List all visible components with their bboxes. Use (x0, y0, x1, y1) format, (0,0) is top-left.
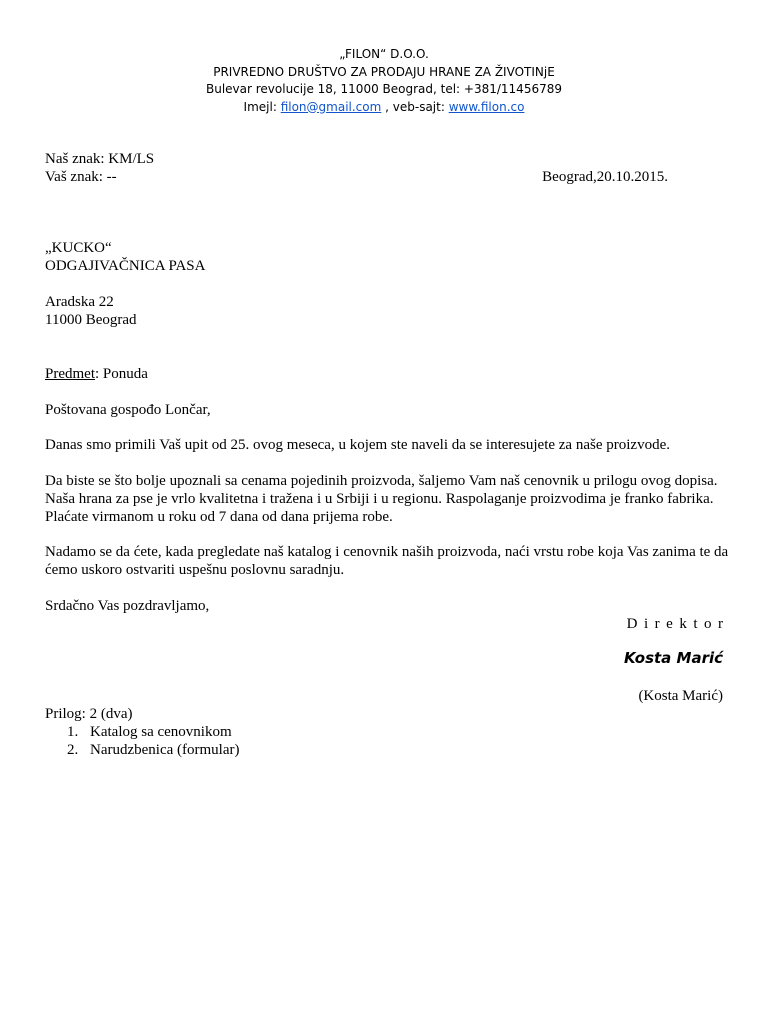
body-paragraph-2: Da biste se što bolje upoznali sa cenama pojedinih proizvoda, šaljemo Vam naš cenovnik u prilogu ovog dopisa. Naša hrana za pse je vrlo kvalitetna i tražena i u Srbiji i u regionu. Raspolaganje proizvodima je franko fabrika. Plaćate virmanom u roku od 7 dana od dana prijema robe. (45, 473, 718, 525)
recipient-city: 11000 Beograd (45, 312, 137, 328)
body-paragraph-3: Nadamo se da ćete, kada pregledate naš katalog i cenovnik naših proizvoda, naći vrstu robe koja Vas zanima te da ćemo uskoro ostvariti uspešnu poslovnu saradnju. (45, 544, 729, 578)
attachment-text: Katalog sa cenovnikom (90, 724, 232, 740)
recipient-block (45, 239, 205, 275)
your-mark: Vaš znak: -- (45, 169, 117, 185)
letterhead (0, 46, 768, 116)
recipient-name: „KUCKO“ (45, 240, 112, 256)
attachment-text: Narudzbenica (formular) (90, 742, 240, 758)
website-link[interactable]: www.filon.co (448, 99, 525, 114)
attachment-number: 1. (67, 724, 79, 740)
subject-label: Predmet (45, 366, 95, 382)
your-mark-row (45, 168, 725, 186)
signature: Kosta Marić (623, 649, 723, 667)
company-name: „FILON“ D.O.O. (339, 47, 429, 61)
attachment-item (45, 741, 240, 759)
attachment-item (45, 723, 240, 741)
salutation: Poštovana gospođo Lončar, (45, 402, 211, 418)
signatory-printed-name: (Kosta Marić) (638, 688, 723, 704)
attachments-list (45, 723, 240, 759)
email-link[interactable]: filon@gmail.com (280, 99, 382, 114)
company-address: Bulevar revolucije 18, 11000 Beograd, tel: +381/11456789 (205, 82, 562, 96)
recipient-type: ODGAJIVAČNICA PASA (45, 258, 206, 274)
subject-text: : Ponuda (95, 366, 148, 382)
recipient-street: Aradska 22 (45, 294, 114, 310)
email-label: Imejl: (243, 99, 281, 114)
reference-block (45, 150, 725, 186)
recipient-address (45, 293, 137, 329)
subject-line (45, 365, 148, 383)
attachment-number: 2. (67, 742, 79, 758)
body-paragraph-1: Danas smo primili Vaš upit od 25. ovog meseca, u kojem ste naveli da se interesujete za naše proizvode. (45, 437, 670, 453)
our-mark: Naš znak: KM/LS (45, 151, 155, 167)
place-date: Beograd,20.10.2015. (542, 169, 668, 185)
signatory-title: Direktor (626, 616, 730, 632)
contact-line (0, 99, 768, 117)
attachments-block (45, 705, 240, 759)
company-description: PRIVREDNO DRUŠTVO ZA PRODAJU HRANE ZA ŽIVOTINjE (213, 64, 555, 79)
closing-line: Srdačno Vas pozdravljamo, (45, 598, 210, 614)
web-label: , veb-sajt: (381, 99, 449, 114)
attachments-label: Prilog: 2 (dva) (45, 706, 133, 722)
